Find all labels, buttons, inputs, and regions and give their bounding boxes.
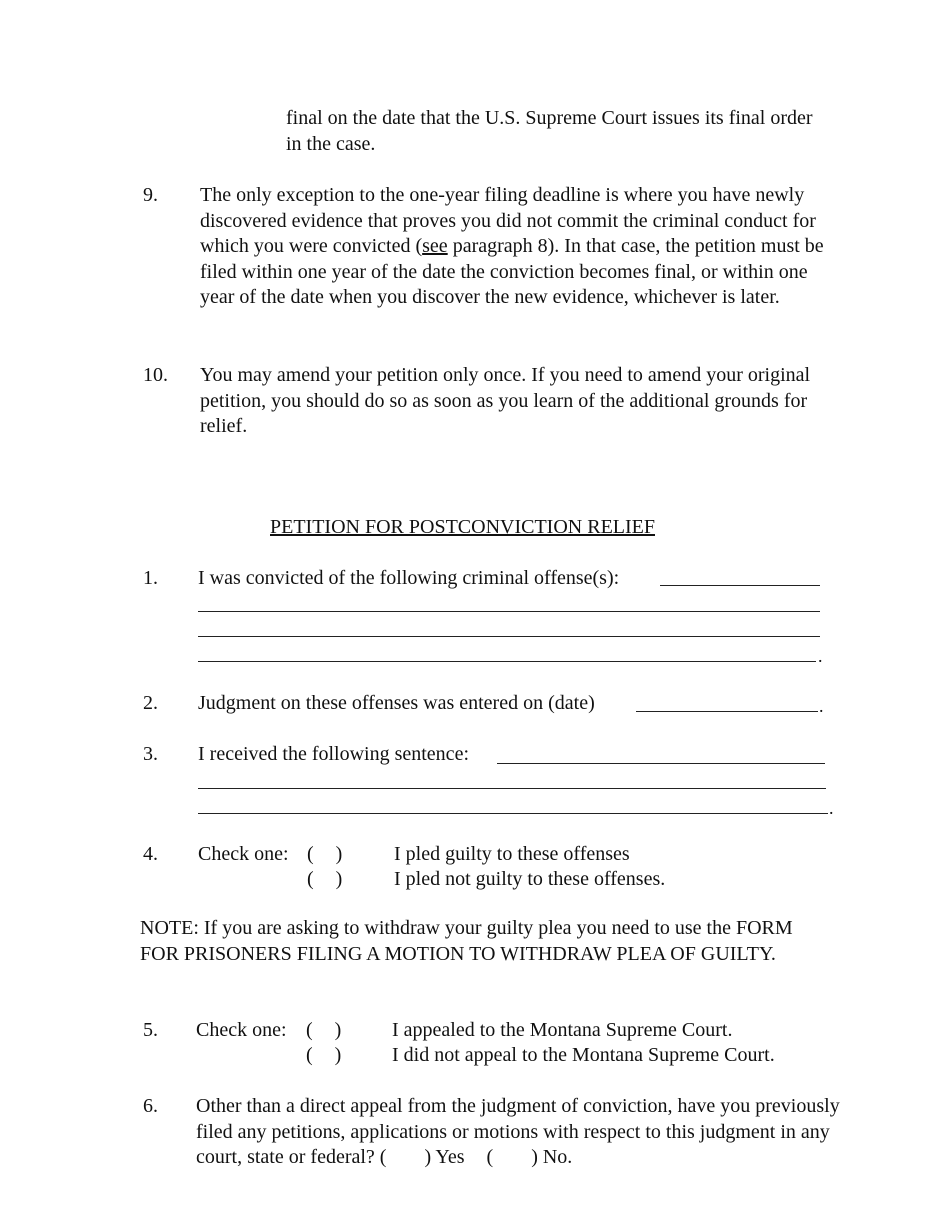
q1-text: I was convicted of the following criminal offense(s): xyxy=(198,567,620,589)
q4-option-not-guilty: I pled not guilty to these offenses. xyxy=(394,868,666,890)
q3-number: 3. xyxy=(143,743,158,765)
q4-checkbox-guilty[interactable]: ( ) xyxy=(307,843,343,865)
q5-checkbox-appealed[interactable]: ( ) xyxy=(306,1019,342,1041)
q4-number: 4. xyxy=(143,843,158,865)
q6-no-label: No. xyxy=(542,1146,573,1168)
q6-yes-label: Yes xyxy=(435,1146,465,1168)
item-9-number: 9. xyxy=(143,184,158,206)
q3-answer-line-1[interactable] xyxy=(497,763,825,764)
q3-period: . xyxy=(829,798,834,818)
q2-date-line[interactable] xyxy=(636,711,818,712)
q4-option-guilty: I pled guilty to these offenses xyxy=(394,843,630,865)
item-10-text: You may amend your petition only once. If you need to amend your original petition, you should do so as soon as you learn of the additional grounds for relief. xyxy=(200,364,811,437)
continuation-paragraph: final on the date that the U.S. Supreme Court issues its final order in the case. xyxy=(286,107,813,155)
see-reference: see xyxy=(422,235,448,257)
q6-question: Other than a direct appeal from the judgment of conviction, have you previously filed any petitions, applications or motions with respect to this judgment in any court, state or federal? xyxy=(196,1095,840,1168)
q2-period: . xyxy=(819,696,824,716)
q1-answer-line-2[interactable] xyxy=(198,611,820,612)
q1-answer-line-3[interactable] xyxy=(198,636,820,637)
q3-text: I received the following sentence: xyxy=(198,743,469,765)
q5-number: 5. xyxy=(143,1019,158,1041)
petition-heading: PETITION FOR POSTCONVICTION RELIEF xyxy=(270,516,655,538)
item-9-text-before: The only exception to the one-year filing deadline is where you have newly discovered evidence that proves you did not commit the criminal conduct for which you were convicted ( xyxy=(200,184,816,257)
q5-option-not-appealed: I did not appeal to the Montana Supreme Court. xyxy=(392,1044,775,1066)
q6-no-checkbox[interactable]: ( ) xyxy=(486,1146,538,1168)
q3-answer-line-3[interactable] xyxy=(198,813,828,814)
q3-answer-line-2[interactable] xyxy=(198,788,826,789)
item-9-text-after: paragraph 8). In that case, the petition must be filed within one year of the date the conviction becomes final, or within one year of the date when you discover the new evidence, whichever is later. xyxy=(200,235,824,308)
item-10-number: 10. xyxy=(143,364,168,386)
q1-period: . xyxy=(818,646,823,666)
q5-checkbox-not-appealed[interactable]: ( ) xyxy=(306,1044,342,1066)
q5-label: Check one: xyxy=(196,1019,287,1041)
q6-text xyxy=(196,1094,841,1171)
q1-answer-line-4[interactable] xyxy=(198,661,816,662)
q6-yes-checkbox[interactable]: ( ) xyxy=(379,1146,432,1168)
q6-number: 6. xyxy=(143,1095,158,1117)
q1-number: 1. xyxy=(143,567,158,589)
q1-answer-line-1[interactable] xyxy=(660,585,820,586)
q4-checkbox-not-guilty[interactable]: ( ) xyxy=(307,868,343,890)
q5-option-appealed: I appealed to the Montana Supreme Court. xyxy=(392,1019,733,1041)
item-9-text xyxy=(200,183,840,311)
q2-text: Judgment on these offenses was entered on (date) xyxy=(198,692,595,714)
q2-number: 2. xyxy=(143,692,158,714)
note-paragraph: NOTE: If you are asking to withdraw your guilty plea you need to use the FORM FOR PRISONERS FILING A MOTION TO WITHDRAW PLEA OF GUILTY. xyxy=(140,917,793,965)
q4-label: Check one: xyxy=(198,843,289,865)
